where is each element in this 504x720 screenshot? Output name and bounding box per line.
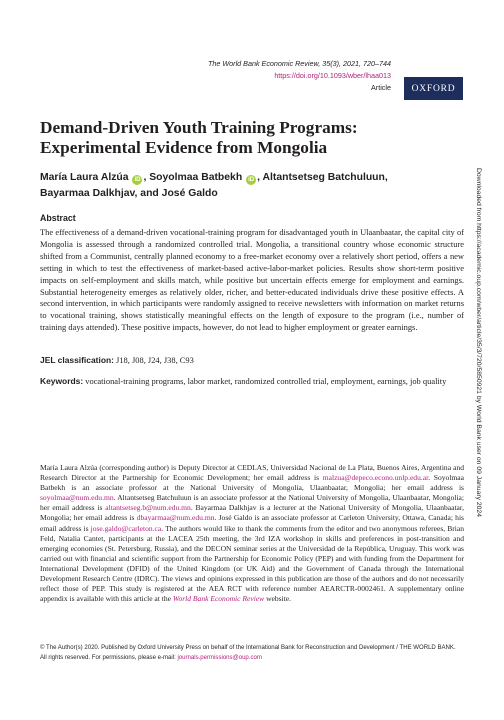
- abstract-text: The effectiveness of a demand-driven vocational-training program for disadvantaged youth in Ulaanbaatar, the capital city of Mongolia is assessed through a randomized controlled trial. Mongolia, a transitional country whose economic structure shifted from a Communist, centrally planned economy to a free-market economy over a relatively short period, offers a new setting in which to test the effectiveness of market-based active-labor-market policies. Results show short-term positive impacts on self-employment and skills match, while positive but uncertain effects emerge for employment and earnings. Substantial heterogeneity emerges as relatively older, richer, and better-educated individuals drive these positive effects. A second intervention, in which participants were randomly assigned to receive newsletters with information on market returns to vocational training, shows statistically meaningful effects on the length of exposure to the program (i.e., number of training days attended). These positive impacts, however, do not lead to higher employment or greater earnings.: [40, 227, 464, 333]
- download-watermark: Downloaded from https://academic.oup.com/wber/article/35/3/720/5850921 by World Bank user on 09 January 2024: [475, 168, 482, 517]
- article-type: Article: [371, 83, 391, 92]
- title-line-2: Experimental Evidence from Mongolia: [40, 138, 328, 157]
- affil-text: . The authors would like to thank the comments from the editor and two anonymous referees, Brian Feld, Natalia Cantet, participants at the LACEA 25th meeting, the 3rd IZA workshop in skills and preferences in post-transition and emerging economies (St. Petersburg, Russia), and the DECON seminar series at the Universidad de la República, Uruguay. This work was carried out with financial and scientific support from the Partnership for Economic Policy (PEP) and with funding from the Department for International Development (DFID) of the United Kingdom (or UK Aid) and the Government of Canada through the International Development Research Centre (IDRC). The views and opinions expressed in this publication are those of the authors and do not necessarily reflect those of PEP. This study is registered at the AEA RCT with reference number AEARCTR-0002461. A supplementary online appendix is available with this article at the: [40, 523, 464, 604]
- oxford-logo: [404, 77, 463, 100]
- oxford-logo-text: OXFORD: [411, 83, 456, 94]
- keywords: [40, 375, 464, 387]
- copyright-line-2: All rights reserved. For permissions, please e-mail:: [40, 654, 178, 661]
- keywords-label: Keywords:: [40, 376, 84, 386]
- affil-text: María Laura Alzúa (corresponding author) is Deputy Director at CEDLAS, Universidad Nacional de La Plata, Buenos Aires, Argentina and Research Director at the Partnership for Economic Development; her email address is: [40, 463, 464, 483]
- copyright-notice: [40, 644, 470, 663]
- author-dalkhjav-galdo[interactable]: Bayarmaa Dalkhjav, and José Galdo: [40, 187, 218, 199]
- title-line-1: Demand-Driven Youth Training Programs:: [40, 118, 358, 137]
- affil-text: . José Galdo is an associate professor at Carleton University, Ottawa, Canada; his email address is: [40, 513, 464, 533]
- journal-website-link[interactable]: World Bank Economic Review: [172, 594, 265, 604]
- journal-citation: The World Bank Economic Review, 35(3), 2021, 720–744: [208, 59, 391, 68]
- jel-classification: [40, 354, 464, 366]
- email-link-galdo[interactable]: jose.galdo@carleton.ca: [90, 523, 162, 533]
- email-link-alzua[interactable]: malzua@depeco.econo.unlp.edu.ar: [322, 473, 429, 483]
- author-list: María Laura Alzúa iD , Soyolmaa Batbekh iD , Altantsetseg Batchuluun, Bayarmaa Dalkhjav, and José Galdo: [40, 172, 388, 199]
- author-batchuluun[interactable]: Altantsetseg Batchuluun,: [262, 172, 388, 183]
- orcid-icon[interactable]: iD: [248, 177, 255, 183]
- copyright-line-1: © The Author(s) 2020. Published by Oxford University Press on behalf of the International Bank for Reconstruction and Development / THE WORLD BANK.: [40, 645, 456, 651]
- affil-text: . Altantsetseg Batchuluun is an associate professor at the National University of Mongolia, Ulaanbaatar, Mongolia; her email address is: [40, 493, 464, 513]
- affil-text: website.: [264, 594, 292, 604]
- author-alzua[interactable]: María Laura Alzúa: [40, 172, 129, 183]
- permissions-email-link[interactable]: journals.permissions@oup.com: [177, 654, 262, 661]
- keywords-text: vocational-training programs, labor market, randomized controlled trial, employment, earnings, job quality: [85, 376, 447, 386]
- affil-text: . Soyolmaa Batbekh is an associate professor at the National University of Mongolia, Ulaanbaatar, Mongolia; her email address is: [40, 473, 464, 493]
- email-link-dalkhjav[interactable]: dbayarmaa@num.edu.mn: [136, 513, 215, 523]
- jel-label: JEL classification:: [40, 355, 114, 365]
- affil-text: . Bayarmaa Dalkhjav is a lecturer at the National University of Mongolia, Ulaanbaatar, Mongolia; her email address is: [40, 503, 464, 523]
- jel-codes: J18, J08, J24, J38, C93: [116, 355, 194, 365]
- author-batbekh[interactable]: Soyolmaa Batbekh: [149, 172, 243, 183]
- abstract-heading: Abstract: [40, 213, 76, 223]
- doi-link[interactable]: https://doi.org/10.1093/wber/lhaa013: [274, 71, 391, 80]
- orcid-icon[interactable]: iD: [134, 177, 141, 183]
- author-affiliations: [40, 463, 464, 604]
- email-link-batbekh[interactable]: soyolmaa@num.edu.mn: [40, 493, 114, 503]
- article-title: [40, 118, 460, 158]
- email-link-batchuluun[interactable]: altantsetseg.b@num.edu.mn: [105, 503, 191, 513]
